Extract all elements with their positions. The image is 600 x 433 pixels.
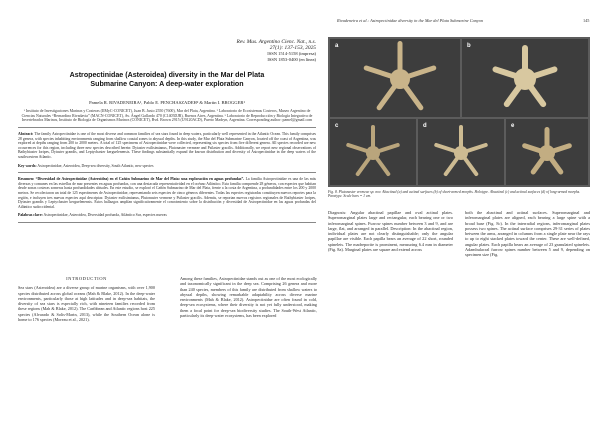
abstract: [18, 132, 316, 160]
affiliation: ¹ Instituto de Investigaciones Marinas y Costeras (IIMyC-CONICET), Juan B. Justo 2550 (7600), Mar del Plata, Argentina. ² Laboratorio de Ecosistemas Costeros, Museo Argentino de Ciencias Naturales “Bernardino Rivadavia” (MACN-CONICET), Av. Ángel Gallardo 470 (C1405DJR), Buenos Aires, Argentina. ³ Laboratorio de Reproducción y Biología Integrativa de Invertebrados Marinos, Instituto de Biología de Organismos Marinos (CONICET), Bvd. Brown 2915 (U9120ACD), Puerto Madryn, Argentina. Corresponding author: pamel@gmail.com: [21, 109, 313, 123]
introduction-col1: [18, 276, 155, 322]
palabras-clave: [18, 213, 316, 218]
authors: Pamela R. RIVADENEIRA¹, Pablo E. PENCHASZADEH² & Martin I. BROGGER¹: [89, 100, 245, 106]
issn-print: ISSN 1514-5158 (impresa): [267, 51, 316, 57]
starfish-image: [330, 119, 416, 185]
panel-b: [462, 39, 588, 117]
running-head-title: Rivadeneira et al.: Astropectinidae diversity in the Mar del Plata Submarine Canyon: [337, 18, 484, 23]
panel-e: [506, 119, 588, 185]
resumen-text: La familia Astropectinidae es una de las más diversas y comunes en las estrellas de mar presentes en aguas profundas, con una destacada representatividad en el océano Atlántico. Esta familia comprende 28 géneros, con especies que habitan desde zonas costeras someras hasta profundidades abisales. En este estudio, se exploró el Cañón Submarino de Mar del Plata, frente a la costa de Argentina, a profundidades entre los 200 y 2000 metros. Se recolectaron un total de 125 especímenes de Astropectinidae, representando seis especies de cinco géneros diferentes. Todas las especies registradas constituyen nuevos reportes para la región, e incluyen tres nuevas especies aquí descriptas: Dytaster exilisimianus, Plutonaster vermeae y Psilaster gracilis. Además, se reportan nuevos registros regionales de Bathybiaster loripes, Dytaster grandis y Leptychaster kerguelenensis. Estos hallazgos amplían significativamente el conocimiento sobre la distribución y diversidad de Astropectinidae en las aguas profundas del Atlántico sudoccidental.: [18, 177, 317, 209]
starfish-image: [462, 39, 588, 117]
resumen-title: “Diversidad de Astropectinidae (Asteroidea) en el Cañón Submarino de Mar del Plata: una exploración en aguas profundas”.: [35, 177, 245, 182]
introduction-text-2: Among these families, Astropectinidae stands out as one of the most ecologically and taxonomically significant in the deep sea. Comprising 26 genera and more than 240 species, members of this family are distributed from shallow waters to abyssal depths, showing remarkable adaptability across diverse marine environments (Mah & Blake, 2012). Astropectinidae are often found in cold, deep-sea ecosystems, where their diversity is not yet fully understood, making them a focal point for deep-sea biodiversity studies. The South-West Atlantic, particularly its deep-water ecosystems, has been explored: [180, 276, 317, 319]
issn-online: ISSN 1853-0400 (en línea): [267, 56, 316, 62]
panel-d: [418, 119, 504, 185]
divider: [18, 222, 316, 223]
panel-label-a: a: [335, 43, 339, 49]
panel-label-b: b: [467, 43, 471, 49]
panel-c: [330, 119, 416, 185]
abstract-label: Abstract:: [18, 131, 34, 136]
palabras-text: Astropectinidae, Asteroidea, Diversidad profunda, Atlántico Sur, especies nuevas: [43, 213, 167, 218]
right-text-col1: Diagnosis: Angular abactinal papillae and oval actinal plates. Superomarginal plates large and rectangular, each bearing one or two inferomarginal spines. Furrow spines number between 3 and 9, and are large, flat, and arranged in parallel. Description: In the abactinal region, individual plates are not clearly distinguishable; only the angular papillae are visible. Each papilla bears an average of 22 short, rounded spinelets. The madreporite is prominent, measuring 6.4 mm in diameter (Fig. 8a). Marginal plates are square and extend across: [328, 210, 453, 253]
panel-a: [330, 39, 460, 117]
introduction-heading: INTRODUCTION: [66, 276, 107, 281]
left-column: [18, 40, 316, 227]
keywords: [18, 164, 316, 169]
panel-label-d: d: [423, 123, 427, 129]
starfish-image: [330, 39, 460, 117]
panel-label-c: c: [335, 123, 339, 129]
introduction-col2: [180, 276, 317, 318]
figure-8: [328, 37, 590, 187]
abstract-text: The family Astropectinidae is one of the most diverse and common families of sea stars found in deep waters, particularly well represented in the Atlantic Ocean. This family comprises 28 genera, with species inhabiting environments ranging from shallow coastal zones to abyssal depths. In this study, the Mar del Plata Submarine Canyon, located off the coast of Argentina, was explored at depths ranging from 200 to 2000 meters. A total of 125 specimens of Astropectinidae were collected, representing six species from five different genera. All species recorded are new occurrences for this region, including three new species described herein: Dytaster exilisimianus, Plutonaster vermeae and Psilaster gracilis. Additionally, we report new regional observations of Bathybiaster loripes, Dytaster grandis, and Leptychaster kerguelenensis. These findings substantially expand the known distribution and diversity of Astropectinidae in the deep waters of the southwestern Atlantic.: [18, 131, 316, 159]
article-title-line2: Submarine Canyon: A deep-water exploration: [90, 79, 244, 88]
journal-info: [18, 40, 316, 62]
page-number: 145: [583, 18, 590, 23]
starfish-image: [506, 119, 588, 185]
resumen: [18, 177, 316, 209]
keywords-text: Astropectinidae, Asteroidea, Deep-sea diversity, South Atlantic, new species: [37, 163, 154, 168]
journal-name: Rev. Mus. Argentino Cienc. Nat., n.s.: [236, 39, 316, 45]
palabras-label: Palabras clave:: [18, 213, 43, 218]
resumen-label: Resumen:: [18, 177, 35, 182]
keywords-label: Key words:: [18, 163, 37, 168]
starfish-image: [418, 119, 504, 185]
divider: [18, 172, 316, 173]
article-title: [18, 71, 316, 88]
introduction-text-1: Sea stars (Asteroidea) are a diverse group of marine organisms, with over 1,900 species distributed across global oceans (Mah & Blake, 2012). In the deep-water environments, particularly those at high latitudes and in deep-sea habitats, the diversity of sea stars is especially rich, with nineteen families recorded from these regions (Mah & Blake, 2012). The Caribbean and Atlantic regions host 225 species (Alvarado & Solis-Marin, 2013), while the Southern Ocean alone is home to 176 species (Moreau et al., 2021).: [18, 285, 155, 323]
article-title-line1: Astropectinidae (Asteroidea) diversity in the Mar del Plata: [69, 71, 265, 80]
figure-caption: Fig. 8. Plutonaster vermeae sp. nov. Abactinal (a) and actinal surfaces (b) of short-armed morphs. Holotype. Abactinal (c) and actinal surfaces (d) of long-armed morphs. Paratype. Scale bars = 1 cm.: [328, 190, 581, 199]
journal-issue: 27(1): 137-153, 2025: [269, 44, 316, 51]
right-text-col2: both the abactinal and actinal surfaces. Superomarginal and inferomarginal plates are aligned, each bearing a large spine with a broad base (Fig. 8c). In the interradial regions, inferomarginal plates possess two spines. The actinal surface comprises 29-31 series of plates between the arms, arranged in columns from a single plate near the rays to up to eight stacked plates toward the center. These are well-defined, angular plates. Each papilla bears an average of 23 granulated spinelets. Adambulacral furrow spines number between 5 and 9, depending on specimen size (Fig.: [465, 210, 590, 258]
panel-label-e: e: [511, 123, 515, 129]
divider: [18, 127, 316, 128]
